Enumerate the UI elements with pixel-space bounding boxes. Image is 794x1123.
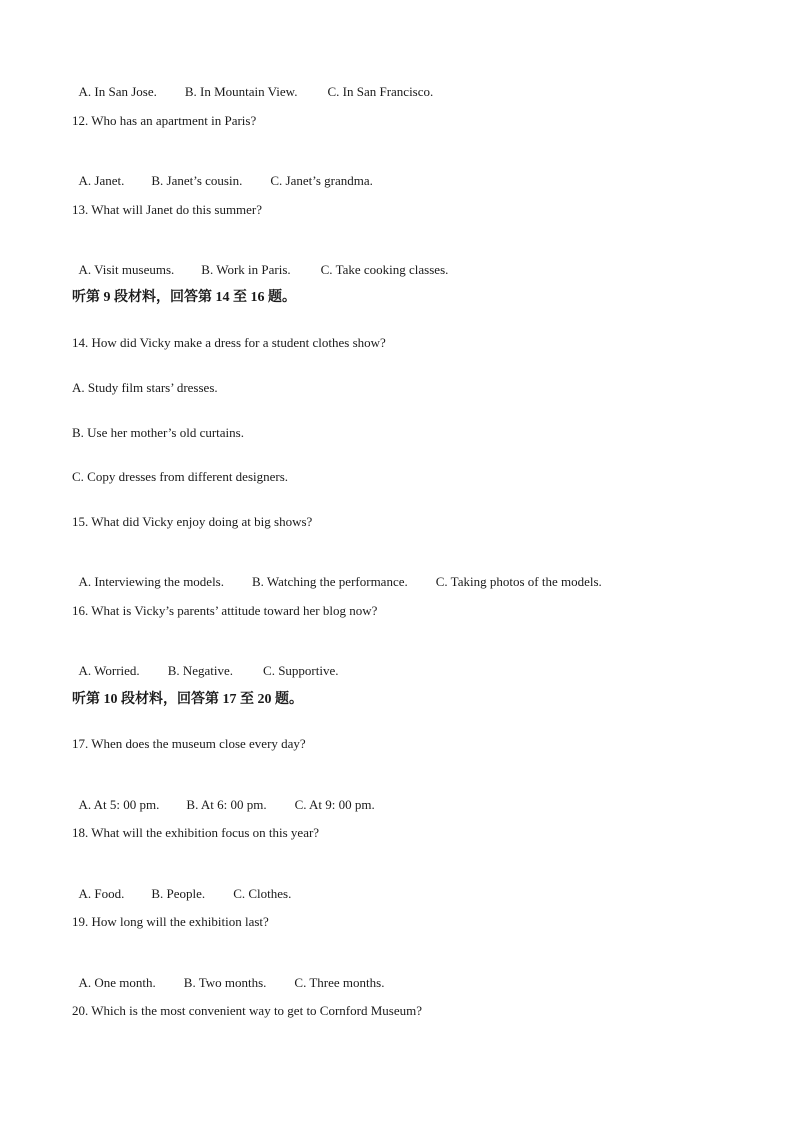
option-b: B. At 6: 00 pm. (186, 797, 267, 812)
question-text: 12. Who has an apartment in Paris? (72, 113, 257, 128)
question-text: 16. What is Vicky’s parents’ attitude toward her blog now? (72, 603, 378, 618)
section-heading: 听第 9 段材料，回答第 14 至 16 题。 (72, 290, 296, 305)
option-a: A. Food. (78, 886, 125, 901)
option-b: B. Negative. (167, 663, 234, 678)
options-row (72, 870, 291, 902)
option-c: C. Supportive. (263, 663, 339, 678)
option-c: C. Take cooking classes. (320, 262, 449, 277)
options-row (72, 157, 373, 189)
option-c: C. Taking photos of the models. (435, 574, 602, 589)
options-row (72, 68, 433, 100)
option-a: A. Janet. (78, 173, 125, 188)
option-a: A. At 5: 00 pm. (78, 797, 160, 812)
options-row (72, 959, 384, 991)
options-row (72, 558, 602, 590)
option-b: B. Work in Paris. (201, 262, 291, 277)
options-row (72, 781, 375, 813)
option-c: C. Clothes. (233, 886, 292, 901)
question-text: 15. What did Vicky enjoy doing at big shows? (72, 514, 313, 529)
option-b: B. Janet’s cousin. (151, 173, 243, 188)
option-c: C. Janet’s grandma. (270, 173, 373, 188)
option-a: A. In San Jose. (78, 84, 157, 99)
question-text: 13. What will Janet do this summer? (72, 202, 263, 217)
option-a: A. Worried. (78, 663, 140, 678)
question-text: 18. What will the exhibition focus on this year? (72, 825, 320, 840)
option-a: A. Interviewing the models. (78, 574, 224, 589)
option-c: C. Three months. (294, 975, 385, 990)
question-text: 20. Which is the most convenient way to get to Cornford Museum? (72, 1003, 422, 1018)
option-b: B. Watching the performance. (252, 574, 408, 589)
question-text: 19. How long will the exhibition last? (72, 914, 269, 929)
option-a: A. Visit museums. (78, 262, 175, 277)
question-text: 17. When does the museum close every day? (72, 736, 306, 751)
option-line: B. Use her mother’s old curtains. (72, 425, 244, 440)
option-a: A. One month. (78, 975, 156, 990)
option-line: C. Copy dresses from different designers. (72, 469, 289, 484)
option-b: B. Two months. (183, 975, 267, 990)
option-line: A. Study film stars’ dresses. (72, 380, 218, 395)
option-b: B. People. (151, 886, 206, 901)
options-row (72, 246, 448, 278)
option-b: B. In Mountain View. (184, 84, 298, 99)
option-c: C. At 9: 00 pm. (294, 797, 375, 812)
option-c: C. In San Francisco. (327, 84, 434, 99)
question-text: 14. How did Vicky make a dress for a student clothes show? (72, 335, 386, 350)
section-heading: 听第 10 段材料，回答第 17 至 20 题。 (72, 692, 303, 707)
options-row (72, 647, 339, 679)
